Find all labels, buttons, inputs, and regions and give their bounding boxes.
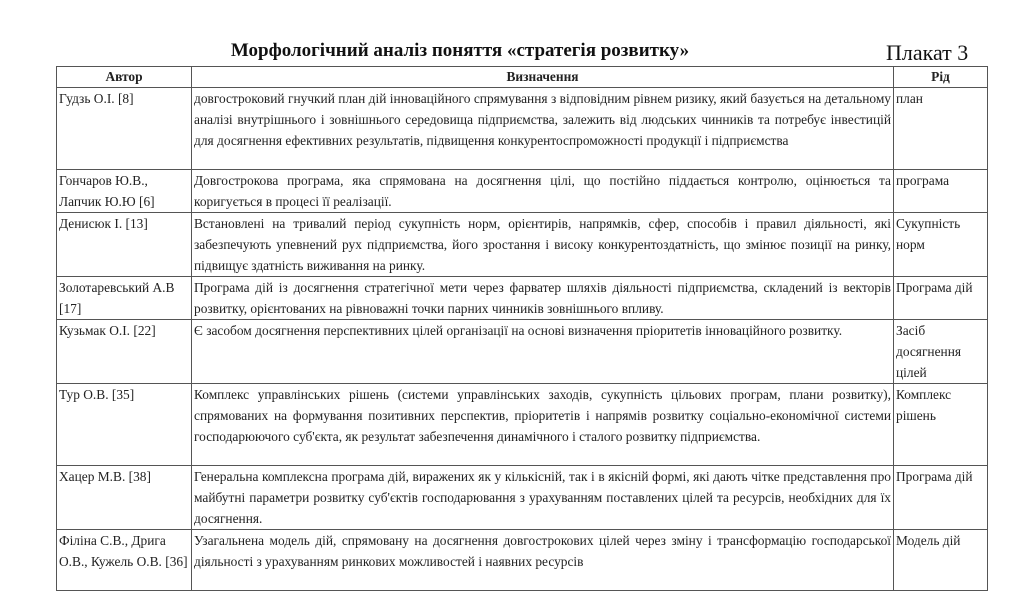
definition-cell: Узагальнена модель дій, спрямовану на досягнення довгострокових цілей через зміну і трансформацію господарської діяльності з урахуванням ринкових можливостей і наявних ресурсів: [192, 530, 894, 591]
author-cell: Золотаревський А.В [17]: [57, 277, 192, 320]
genus-cell: Програма дій: [894, 277, 988, 320]
table-row: [57, 466, 988, 530]
definition-cell: Комплекс управлінських рішень (системи управлінських заходів, сукупність цільових програм, плани розвитку), спрямованих на формування позитивних перспектив, пріоритетів і напрямів розвитку соціально-економічної системи господарюючого суб'єкта, як результат забезпечення динамічного і сталого розвитку підприємства.: [192, 384, 894, 466]
author-cell: Філіна С.В., Дрига О.В., Кужель О.В. [36]: [57, 530, 192, 591]
definition-cell: Довгострокова програма, яка спрямована на досягнення цілі, що постійно піддається контролю, оцінюється та коригується в процесі її реалізації.: [192, 170, 894, 213]
table-row: [57, 530, 988, 591]
table-row: [57, 213, 988, 277]
genus-cell: план: [894, 88, 988, 170]
table-row: [57, 384, 988, 466]
author-cell: Денисюк І. [13]: [57, 213, 192, 277]
author-cell: Кузьмак О.І. [22]: [57, 320, 192, 384]
genus-cell: Програма дій: [894, 466, 988, 530]
genus-cell: Засіб досягнення цілей: [894, 320, 988, 384]
genus-cell: Сукупність норм: [894, 213, 988, 277]
genus-cell: програма: [894, 170, 988, 213]
author-cell: Гончаров Ю.В., Лапчик Ю.Ю [6]: [57, 170, 192, 213]
header-author: Автор: [57, 67, 192, 88]
header-definition: Визначення: [192, 67, 894, 88]
definition-cell: Генеральна комплексна програма дій, виражених як у кількісній, так і в якісній формі, які дають чітке представлення про майбутні параметри розвитку суб'єктів господарювання з урахуванням поставлених цілей та ресурсів, необхідних для їх досягнення.: [192, 466, 894, 530]
table-row: [57, 170, 988, 213]
author-cell: Гудзь О.І. [8]: [57, 88, 192, 170]
table-row: [57, 320, 988, 384]
author-cell: Хацер М.В. [38]: [57, 466, 192, 530]
genus-cell: Модель дій: [894, 530, 988, 591]
table-row: [57, 277, 988, 320]
table-row: [57, 88, 988, 170]
definition-cell: Програма дій із досягнення стратегічної мети через фарватер шляхів діяльності підприємства, складений із векторів розвитку, орієнтованих на рівноважні точки парних чинників зовнішнього впливу.: [192, 277, 894, 320]
genus-cell: Комплекс рішень: [894, 384, 988, 466]
author-cell: Тур О.В. [35]: [57, 384, 192, 466]
page-title: Морфологічний аналіз поняття «стратегія розвитку»: [230, 40, 690, 61]
definition-cell: довгостроковий гнучкий план дій інноваційного спрямування з відповідним рівнем ризику, який базується на детальному аналізі внутрішнього і зовнішнього середовища підприємства, залежить від людських чинників та потребує інвестицій для досягнення ефективних результатів, підвищення конкурентоспроможності продукції і підприємства: [192, 88, 894, 170]
morphological-analysis-table: [56, 66, 988, 591]
poster-label: Плакат 3: [886, 40, 969, 65]
header-genus: Рід: [894, 67, 988, 88]
definition-cell: Є засобом досягнення перспективних цілей організації на основі визначення пріоритетів інноваційного розвитку.: [192, 320, 894, 384]
table-header-row: [57, 67, 988, 88]
definition-cell: Встановлені на тривалий період сукупність норм, орієнтирів, напрямків, сфер, способів і правил діяльності, які забезпечують упевнений рух підприємства, його зростання і високу конкурентоздатність, що змінює позиції на ринку, підвищує здатність виживання на ринку.: [192, 213, 894, 277]
